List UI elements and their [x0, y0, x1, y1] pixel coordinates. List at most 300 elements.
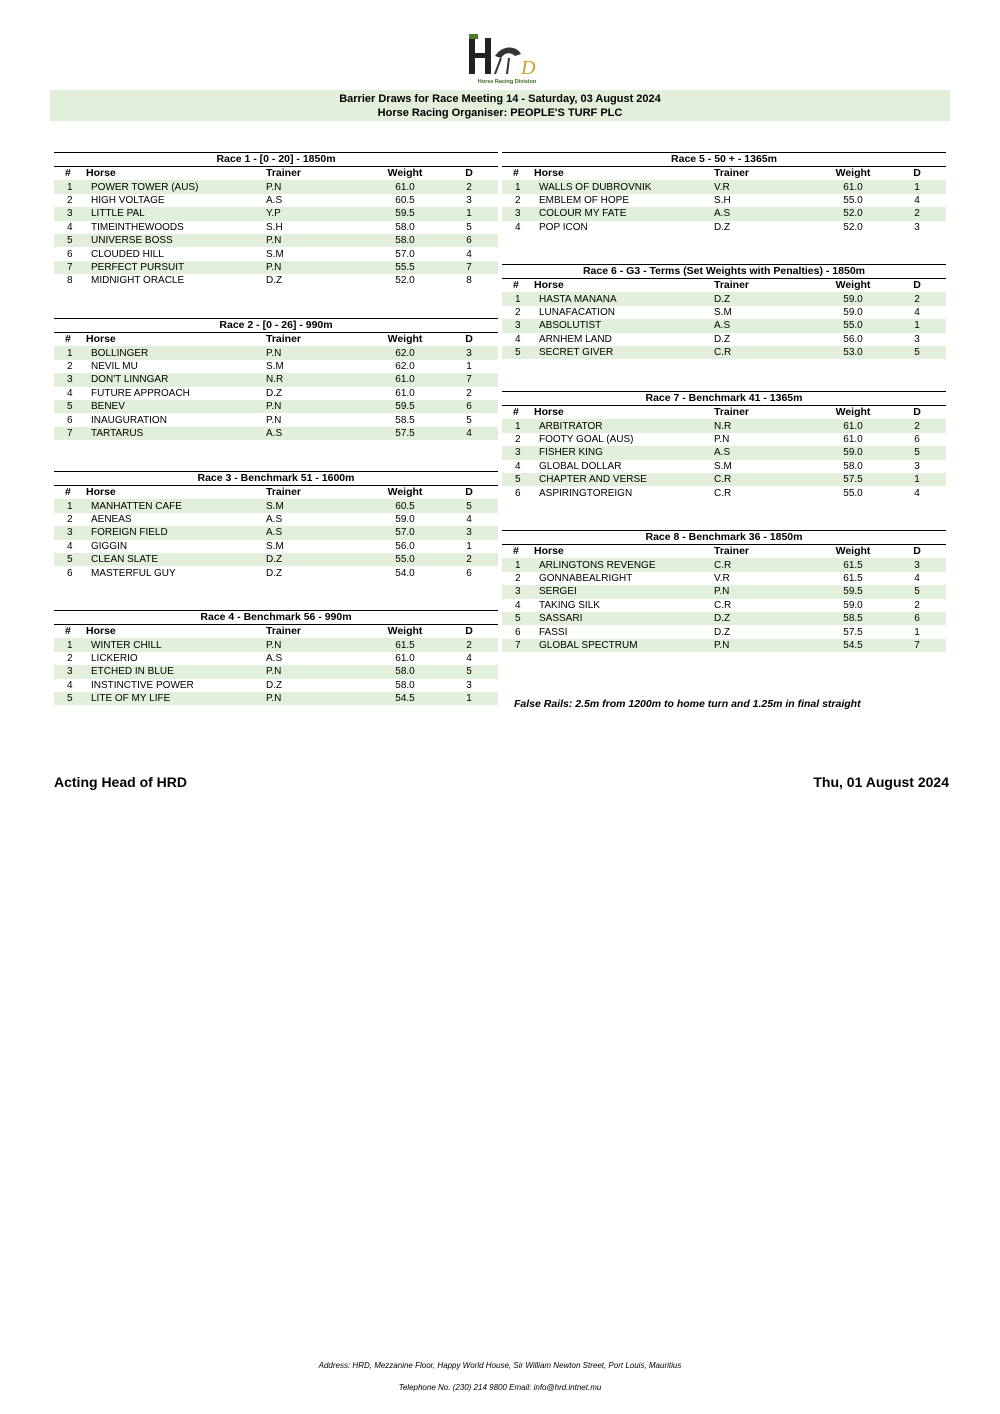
column-header-weight: Weight	[387, 625, 423, 638]
trainer: S.H	[266, 221, 283, 233]
runner-number: 8	[67, 275, 73, 287]
horse-name: POWER TOWER (AUS)	[86, 180, 266, 193]
weight: 61.0	[370, 180, 440, 193]
runner-number: 6	[67, 248, 73, 260]
runner-number: 7	[54, 427, 86, 440]
barrier-draw: 7	[440, 261, 498, 274]
false-rails-note: False Rails: 2.5m from 1200m to home turn and 1.25m in final straight	[514, 698, 861, 710]
trainer: S.M	[266, 248, 284, 260]
runner-number: 2	[67, 194, 73, 206]
barrier-draw: 3	[466, 194, 472, 206]
column-header-num: #	[513, 406, 519, 419]
horse-name: ARLINGTONS REVENGE	[534, 558, 714, 571]
runner-number: 2	[515, 433, 521, 445]
table-row	[54, 221, 498, 234]
runner-number: 5	[502, 473, 534, 486]
runner-number: 5	[54, 692, 86, 705]
weight: 58.0	[370, 234, 440, 247]
horse-name: MIDNIGHT ORACLE	[91, 275, 185, 287]
horse-name: HASTA MANANA	[534, 292, 714, 305]
weight: 58.0	[843, 460, 863, 472]
horse-name: POP ICON	[539, 221, 588, 233]
barrier-draw: 7	[440, 373, 498, 386]
horse-name: ETCHED IN BLUE	[86, 665, 266, 678]
column-header-row	[502, 406, 946, 419]
table-row	[54, 274, 498, 287]
horse-name: DON'T LINNGAR	[86, 373, 266, 386]
trainer: A.S	[266, 427, 370, 440]
trainer: V.R	[714, 180, 818, 193]
runner-number: 1	[502, 419, 534, 432]
runner-number: 6	[67, 414, 73, 426]
table-row	[502, 333, 946, 346]
table-row	[502, 433, 946, 446]
runner-number: 4	[515, 599, 521, 611]
runner-number: 2	[67, 360, 73, 372]
weight: 52.0	[818, 207, 888, 220]
runner-number: 3	[54, 207, 86, 220]
column-header-row	[502, 545, 946, 558]
runner-number: 7	[54, 261, 86, 274]
weight: 54.0	[395, 567, 415, 579]
barrier-draw: 1	[440, 207, 498, 220]
trainer: P.N	[714, 585, 818, 598]
column-header-trainer: Trainer	[714, 545, 750, 558]
runner-number: 1	[502, 292, 534, 305]
runner-number: 5	[54, 400, 86, 413]
weight: 53.0	[818, 346, 888, 359]
trainer: C.R	[714, 599, 732, 611]
runner-number: 1	[502, 558, 534, 571]
barrier-draw: 2	[466, 387, 472, 399]
race-title: Race 3 - Benchmark 51 - 1600m	[54, 471, 498, 486]
column-header-row	[54, 167, 498, 180]
weight: 61.0	[395, 387, 415, 399]
race-table	[54, 318, 498, 440]
horse-name: SECRET GIVER	[534, 346, 714, 359]
svg-text:D: D	[521, 57, 536, 79]
trainer: C.R	[714, 558, 818, 571]
issue-date: Thu, 01 August 2024	[813, 774, 949, 790]
horse-name: INSTINCTIVE POWER	[91, 679, 194, 691]
runner-number: 1	[502, 180, 534, 193]
table-row	[54, 413, 498, 426]
weight: 62.0	[395, 360, 415, 372]
horse-name: BOLLINGER	[86, 346, 266, 359]
horse-name: FOREIGN FIELD	[86, 526, 266, 539]
trainer: P.N	[266, 414, 282, 426]
table-row	[502, 180, 946, 193]
barrier-draw: 4	[466, 513, 472, 525]
table-row	[502, 346, 946, 359]
trainer: P.N	[266, 180, 370, 193]
horse-name: TAKING SILK	[539, 599, 600, 611]
weight: 61.5	[818, 558, 888, 571]
horse-name: PERFECT PURSUIT	[86, 261, 266, 274]
trainer: N.R	[714, 419, 818, 432]
column-header-horse: Horse	[534, 406, 564, 419]
barrier-draw: 4	[466, 652, 472, 664]
table-row	[54, 360, 498, 373]
column-header-row	[54, 486, 498, 499]
runner-number: 4	[515, 333, 521, 345]
runner-number: 3	[502, 446, 534, 459]
barrier-draw: 2	[888, 419, 946, 432]
weight: 60.5	[370, 499, 440, 512]
weight: 56.0	[395, 540, 415, 552]
column-header-num: #	[65, 167, 71, 180]
table-row	[502, 306, 946, 319]
horse-name: FOOTY GOAL (AUS)	[539, 433, 634, 445]
barrier-draw: 4	[914, 306, 920, 318]
trainer: N.R	[266, 373, 370, 386]
barrier-draw: 1	[440, 692, 498, 705]
horse-name: SASSARI	[534, 612, 714, 625]
column-header-horse: Horse	[86, 167, 116, 180]
table-row	[54, 180, 498, 193]
barrier-draw: 6	[440, 400, 498, 413]
table-row	[54, 247, 498, 260]
column-header-row	[502, 167, 946, 180]
trainer: V.R	[714, 572, 730, 584]
barrier-draw: 4	[466, 248, 472, 260]
barrier-draw: 1	[888, 319, 946, 332]
column-header-trainer: Trainer	[266, 167, 302, 180]
table-row	[54, 499, 498, 512]
table-row	[54, 346, 498, 359]
barrier-draw: 1	[888, 180, 946, 193]
barrier-draw: 5	[888, 585, 946, 598]
column-header-num: #	[513, 167, 519, 180]
column-header-d: D	[465, 625, 473, 638]
barrier-draw: 6	[888, 612, 946, 625]
barrier-draw: 7	[888, 639, 946, 652]
trainer: P.N	[266, 692, 370, 705]
horse-name: GONNABEALRIGHT	[539, 572, 633, 584]
table-row	[54, 234, 498, 247]
runner-number: 1	[54, 346, 86, 359]
barrier-draw: 3	[914, 221, 920, 233]
horse-name: AENEAS	[91, 513, 132, 525]
column-header-weight: Weight	[387, 167, 423, 180]
barrier-draw: 5	[440, 499, 498, 512]
trainer: S.M	[266, 499, 370, 512]
column-header-row	[54, 625, 498, 638]
trainer: D.Z	[714, 612, 818, 625]
horse-name: MASTERFUL GUY	[91, 567, 176, 579]
runner-number: 5	[54, 234, 86, 247]
race-table	[54, 610, 498, 705]
weight: 61.0	[818, 180, 888, 193]
column-header-weight: Weight	[835, 545, 871, 558]
table-row	[502, 194, 946, 207]
column-header-trainer: Trainer	[714, 406, 750, 419]
weight: 52.0	[395, 275, 415, 287]
column-header-trainer: Trainer	[714, 167, 750, 180]
table-row	[502, 221, 946, 234]
weight: 59.0	[395, 513, 415, 525]
barrier-draw: 3	[440, 346, 498, 359]
runner-number: 5	[502, 346, 534, 359]
barrier-draw: 3	[914, 333, 920, 345]
runner-number: 4	[515, 460, 521, 472]
horse-name: GLOBAL DOLLAR	[539, 460, 622, 472]
trainer: P.N	[266, 638, 370, 651]
trainer: P.N	[714, 433, 730, 445]
table-row	[502, 473, 946, 486]
weight: 57.0	[370, 526, 440, 539]
trainer: D.Z	[266, 567, 283, 579]
runner-number: 2	[515, 572, 521, 584]
logo-subtitle: Horse Racing Division	[477, 79, 537, 85]
trainer: S.M	[266, 360, 284, 372]
table-row	[54, 526, 498, 539]
trainer: D.Z	[714, 333, 731, 345]
column-header-horse: Horse	[534, 545, 564, 558]
table-row	[54, 665, 498, 678]
trainer: D.Z	[714, 221, 731, 233]
runner-number: 6	[67, 567, 73, 579]
barrier-draw: 1	[888, 473, 946, 486]
column-header-num: #	[513, 545, 519, 558]
trainer: A.S	[266, 526, 370, 539]
barrier-draw: 2	[888, 292, 946, 305]
horse-name: CLEAN SLATE	[86, 553, 266, 566]
barrier-draw: 3	[440, 526, 498, 539]
barrier-draw: 1	[466, 540, 472, 552]
horse-name: ARNHEM LAND	[539, 333, 612, 345]
horse-name: BENEV	[86, 400, 266, 413]
runner-number: 5	[502, 612, 534, 625]
meeting-title: Barrier Draws for Race Meeting 14 - Saturday, 03 August 2024	[339, 93, 661, 105]
table-row	[502, 585, 946, 598]
table-row	[54, 566, 498, 579]
column-header-d: D	[465, 167, 473, 180]
barrier-draw: 5	[440, 665, 498, 678]
weight: 61.0	[843, 433, 863, 445]
race-table	[502, 530, 946, 652]
column-header-row	[54, 333, 498, 346]
barrier-draw: 6	[914, 433, 920, 445]
trainer: S.M	[714, 306, 732, 318]
race-title: Race 5 - 50 + - 1365m	[502, 152, 946, 167]
weight: 59.0	[843, 599, 863, 611]
runner-number: 3	[54, 373, 86, 386]
horse-name: ARBITRATOR	[534, 419, 714, 432]
column-header-d: D	[465, 333, 473, 346]
column-header-num: #	[65, 333, 71, 346]
weight: 57.5	[843, 626, 863, 638]
weight: 55.0	[370, 553, 440, 566]
table-row	[502, 319, 946, 332]
runner-number: 2	[515, 194, 521, 206]
column-header-horse: Horse	[86, 625, 116, 638]
race-title: Race 7 - Benchmark 41 - 1365m	[502, 391, 946, 406]
horse-name: ABSOLUTIST	[534, 319, 714, 332]
runner-number: 2	[67, 513, 73, 525]
trainer: P.N	[266, 346, 370, 359]
horse-name: CHAPTER AND VERSE	[534, 473, 714, 486]
column-header-horse: Horse	[86, 333, 116, 346]
barrier-draw: 2	[440, 553, 498, 566]
column-header-d: D	[913, 167, 921, 180]
document-header	[50, 90, 950, 121]
race-table	[502, 264, 946, 359]
table-row	[54, 513, 498, 526]
weight: 54.5	[818, 639, 888, 652]
horse-name: CLOUDED HILL	[91, 248, 164, 260]
table-row	[502, 599, 946, 612]
trainer: D.Z	[714, 292, 818, 305]
weight: 61.0	[818, 419, 888, 432]
weight: 61.5	[843, 572, 863, 584]
weight: 61.0	[395, 652, 415, 664]
weight: 52.0	[843, 221, 863, 233]
runner-number: 3	[502, 207, 534, 220]
weight: 59.0	[818, 446, 888, 459]
barrier-draw: 5	[466, 414, 472, 426]
weight: 54.5	[370, 692, 440, 705]
column-header-weight: Weight	[835, 406, 871, 419]
table-row	[54, 427, 498, 440]
race-title: Race 6 - G3 - Terms (Set Weights with Penalties) - 1850m	[502, 264, 946, 279]
column-header-weight: Weight	[387, 486, 423, 499]
weight: 59.0	[843, 306, 863, 318]
horse-name: LICKERIO	[91, 652, 138, 664]
runner-number: 2	[67, 652, 73, 664]
runner-number: 4	[67, 221, 73, 233]
table-row	[502, 558, 946, 571]
barrier-draw: 1	[466, 360, 472, 372]
trainer: P.N	[714, 639, 818, 652]
horse-name: COLOUR MY FATE	[534, 207, 714, 220]
trainer: A.S	[266, 652, 283, 664]
trainer: D.Z	[266, 553, 370, 566]
runner-number: 3	[502, 585, 534, 598]
race-title: Race 1 - [0 - 20] - 1850m	[54, 152, 498, 167]
weight: 58.5	[818, 612, 888, 625]
barrier-draw: 4	[440, 427, 498, 440]
table-row	[54, 679, 498, 692]
table-row	[54, 652, 498, 665]
horse-name: LITE OF MY LIFE	[86, 692, 266, 705]
table-row	[502, 639, 946, 652]
table-row	[54, 261, 498, 274]
table-row	[502, 292, 946, 305]
barrier-draw: 4	[914, 194, 920, 206]
trainer: C.R	[714, 473, 818, 486]
trainer: D.Z	[266, 679, 283, 691]
race-table	[502, 152, 946, 234]
table-row	[54, 638, 498, 651]
runner-number: 2	[515, 306, 521, 318]
trainer: A.S	[266, 513, 283, 525]
column-header-weight: Weight	[835, 279, 871, 292]
horse-name: LITTLE PAL	[86, 207, 266, 220]
horse-name: GIGGIN	[91, 540, 128, 552]
weight: 57.5	[370, 427, 440, 440]
trainer: A.S	[714, 446, 818, 459]
weight: 55.0	[818, 319, 888, 332]
horse-name: WALLS OF DUBROVNIK	[534, 180, 714, 193]
trainer: A.S	[266, 194, 283, 206]
column-header-horse: Horse	[534, 167, 564, 180]
table-row	[502, 612, 946, 625]
runner-number: 6	[515, 487, 521, 499]
barrier-draw: 5	[466, 221, 472, 233]
weight: 62.0	[370, 346, 440, 359]
column-header-num: #	[513, 279, 519, 292]
runner-number: 1	[54, 180, 86, 193]
horse-name: FISHER KING	[534, 446, 714, 459]
horse-name: HIGH VOLTAGE	[91, 194, 165, 206]
barrier-draw: 3	[914, 460, 920, 472]
race-table	[502, 391, 946, 500]
column-header-trainer: Trainer	[714, 279, 750, 292]
table-row	[54, 692, 498, 705]
barrier-draw: 8	[466, 275, 472, 287]
table-row	[54, 400, 498, 413]
trainer: P.N	[266, 234, 370, 247]
table-row	[54, 387, 498, 400]
horse-name: UNIVERSE BOSS	[86, 234, 266, 247]
horse-name: NEVIL MU	[91, 360, 138, 372]
column-header-trainer: Trainer	[266, 333, 302, 346]
table-row	[54, 553, 498, 566]
weight: 57.5	[818, 473, 888, 486]
runner-number: 5	[54, 553, 86, 566]
column-header-num: #	[65, 625, 71, 638]
trainer: C.R	[714, 487, 732, 499]
weight: 55.0	[843, 194, 863, 206]
column-header-d: D	[913, 279, 921, 292]
runner-number: 3	[54, 526, 86, 539]
trainer: Y.P	[266, 207, 370, 220]
horse-name: FASSI	[539, 626, 568, 638]
barrier-draw: 3	[466, 679, 472, 691]
table-row	[502, 207, 946, 220]
table-row	[54, 540, 498, 553]
trainer: S.H	[714, 194, 731, 206]
trainer: S.M	[714, 460, 732, 472]
race-title: Race 4 - Benchmark 56 - 990m	[54, 610, 498, 625]
table-row	[54, 207, 498, 220]
table-row	[502, 460, 946, 473]
barrier-draw: 2	[440, 638, 498, 651]
weight: 56.0	[843, 333, 863, 345]
race-title: Race 2 - [0 - 26] - 990m	[54, 318, 498, 333]
column-header-d: D	[913, 406, 921, 419]
barrier-draw: 2	[888, 207, 946, 220]
column-header-num: #	[65, 486, 71, 499]
horse-name: GLOBAL SPECTRUM	[534, 639, 714, 652]
barrier-draw: 5	[888, 446, 946, 459]
table-row	[502, 446, 946, 459]
weight: 59.0	[818, 292, 888, 305]
barrier-draw: 6	[466, 567, 472, 579]
horse-name: TIMEINTHEWOODS	[91, 221, 184, 233]
column-header-horse: Horse	[86, 486, 116, 499]
trainer: P.N	[266, 665, 370, 678]
table-row	[54, 373, 498, 386]
column-header-weight: Weight	[387, 333, 423, 346]
horse-name: LUNAFACATION	[539, 306, 615, 318]
weight: 58.0	[395, 679, 415, 691]
organiser-line: Horse Racing Organiser: PEOPLE'S TURF PLC	[377, 107, 623, 119]
trainer: D.Z	[714, 626, 731, 638]
barrier-draw: 6	[440, 234, 498, 247]
barrier-draw: 4	[914, 487, 920, 499]
